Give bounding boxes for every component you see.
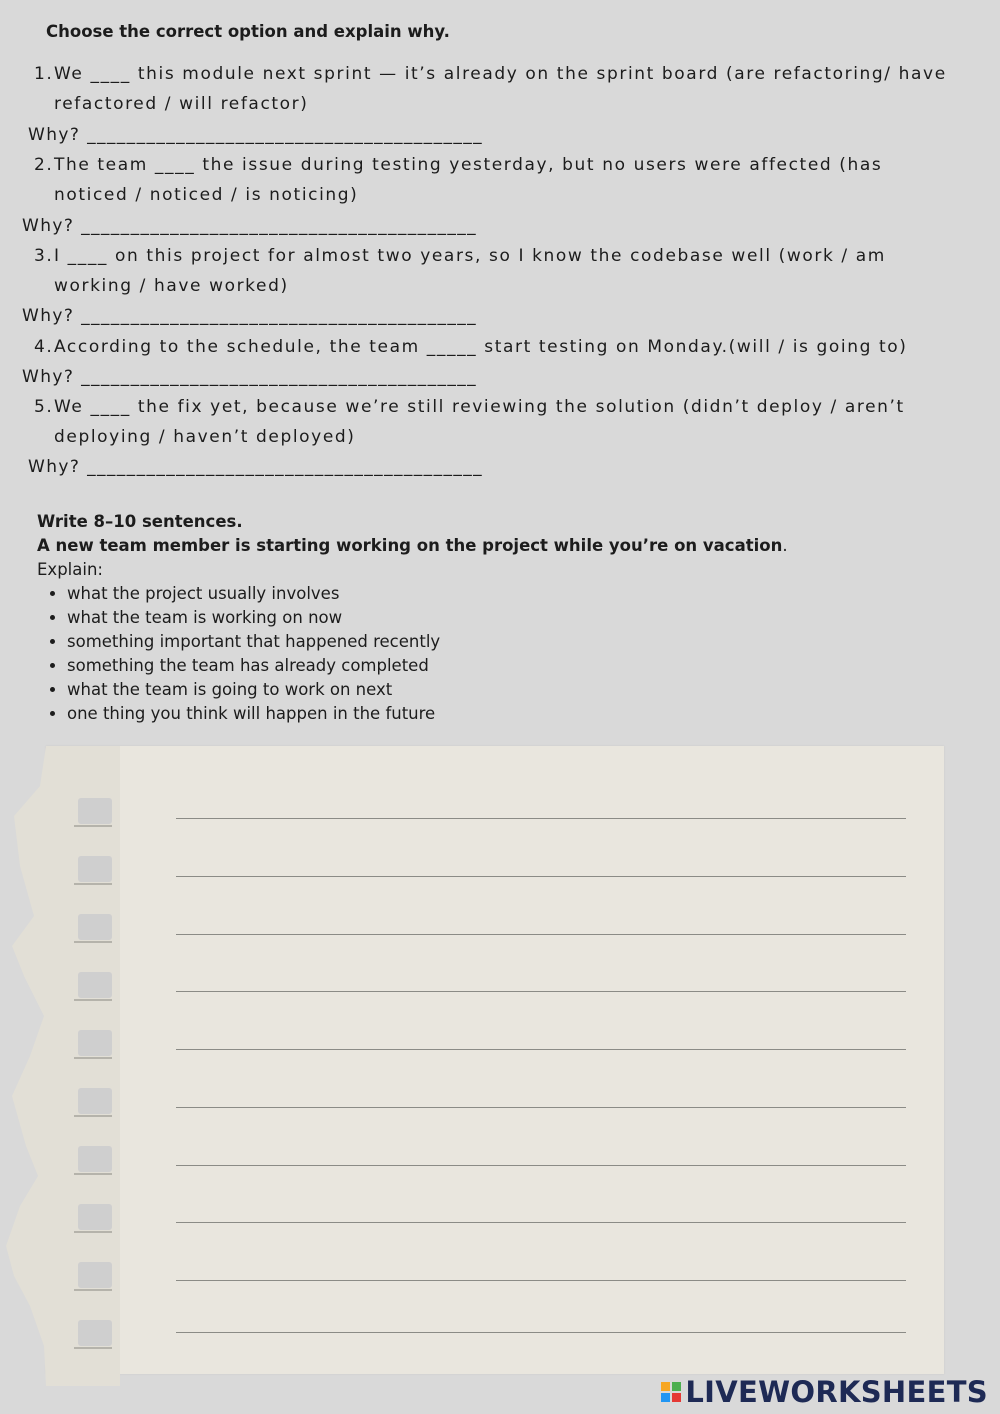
writing-line[interactable]: [176, 1222, 906, 1223]
section2-title: Write 8–10 sentences.: [37, 512, 243, 531]
question-2: [34, 150, 882, 210]
torn-spiral-edge: [0, 746, 120, 1386]
liveworksheets-logo: LIVEWORKSHEETS: [661, 1375, 988, 1409]
writing-task: [37, 510, 788, 726]
question-number: 2.: [34, 155, 54, 175]
question-text-cont: working / have worked): [54, 276, 289, 296]
section2-subtitle: A new team member is starting working on the project while you’re on vacation.: [37, 536, 788, 555]
explain-label: Explain:: [37, 560, 103, 579]
question-text-cont: noticed / noticed / is noticing): [54, 185, 359, 205]
list-item: • what the team is working on now: [67, 606, 788, 630]
question-4: [34, 332, 908, 362]
why-answer-line[interactable]: Why? ________________________________________: [22, 216, 478, 236]
list-item: • something important that happened recently: [67, 630, 788, 654]
question-text: According to the schedule, the team _____ start testing on Monday.(will / is going to): [54, 337, 908, 357]
writing-line[interactable]: [176, 1107, 906, 1108]
question-5: [34, 392, 905, 452]
writing-line[interactable]: [176, 1332, 906, 1333]
writing-line[interactable]: [176, 876, 906, 877]
writing-line[interactable]: [176, 1049, 906, 1050]
writing-line[interactable]: [176, 991, 906, 992]
question-number: 4.: [34, 337, 54, 357]
question-text-cont: deploying / haven’t deployed): [54, 427, 356, 447]
list-item: • something the team has already completed: [67, 654, 788, 678]
liveworksheets-icon: [661, 1382, 681, 1402]
question-3: [34, 241, 886, 301]
why-answer-line[interactable]: Why? ________________________________________: [22, 306, 478, 326]
question-text: We ____ this module next sprint — it’s already on the sprint board (are refactoring/ have: [54, 64, 947, 84]
why-answer-line[interactable]: Why? ________________________________________: [28, 457, 484, 477]
why-answer-line[interactable]: Why? ________________________________________: [28, 125, 484, 145]
writing-line[interactable]: [176, 818, 906, 819]
question-number: 5.: [34, 397, 54, 417]
list-item: • what the team is going to work on next: [67, 678, 788, 702]
list-item: • one thing you think will happen in the future: [67, 702, 788, 726]
writing-line[interactable]: [176, 1165, 906, 1166]
question-1: [34, 59, 947, 119]
question-text-cont: refactored / will refactor): [54, 94, 309, 114]
question-number: 3.: [34, 246, 54, 266]
question-text: We ____ the fix yet, because we’re still reviewing the solution (didn’t deploy / aren’t: [54, 397, 905, 417]
section1-title: Choose the correct option and explain why.: [46, 22, 450, 41]
question-text: I ____ on this project for almost two years, so I know the codebase well (work / am: [54, 246, 886, 266]
writing-line[interactable]: [176, 1280, 906, 1281]
writing-line[interactable]: [176, 934, 906, 935]
list-item: • what the project usually involves: [67, 582, 788, 606]
why-answer-line[interactable]: Why? ________________________________________: [22, 367, 478, 387]
question-text: The team ____ the issue during testing yesterday, but no users were affected (has: [54, 155, 883, 175]
question-number: 1.: [34, 64, 54, 84]
bullet-list: [37, 582, 788, 726]
